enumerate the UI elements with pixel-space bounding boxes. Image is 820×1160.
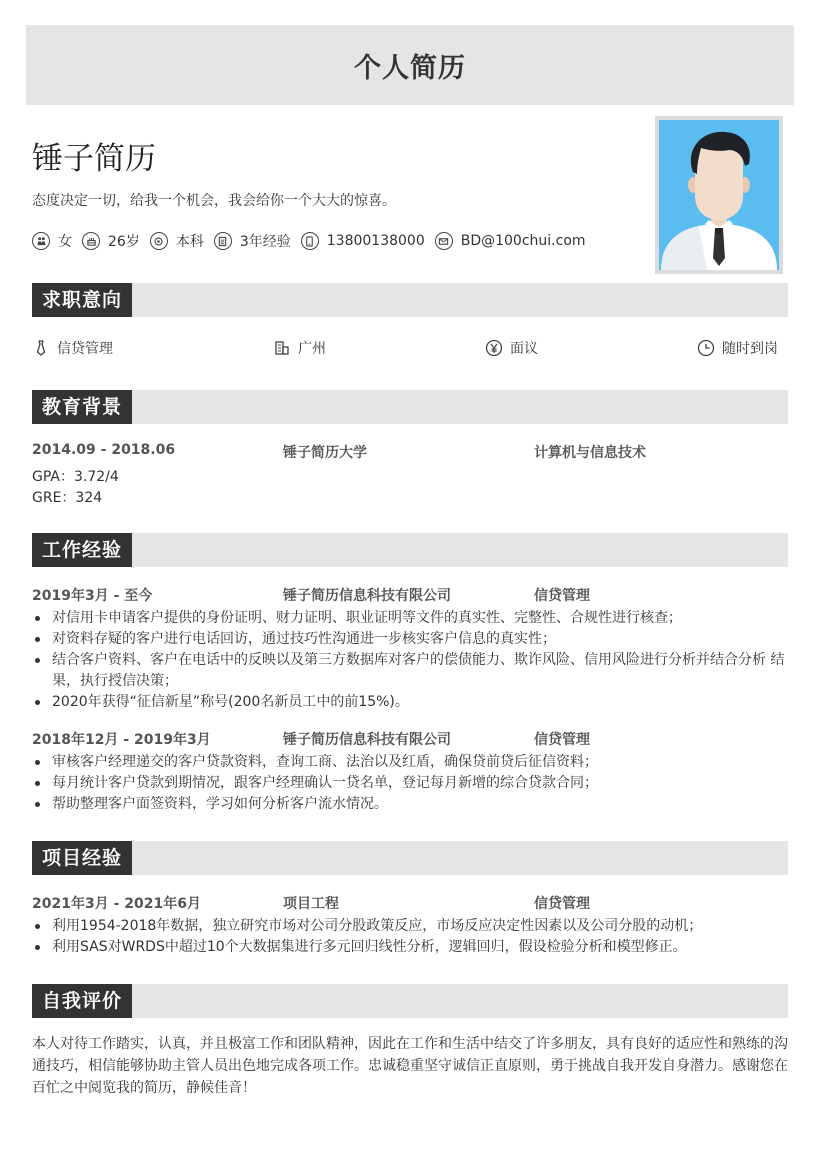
education-gpa: GPA：3.72/4	[32, 469, 119, 485]
phone-item	[301, 232, 425, 250]
degree-icon	[150, 232, 168, 250]
section-project-header	[32, 841, 788, 875]
intent-city	[273, 338, 326, 358]
gender-icon	[32, 232, 50, 250]
list-item: 利用1954-2018年数据，独立研究市场对公司分股政策反应，市场反应决定性因素以及公司分股的动机；	[32, 916, 788, 937]
intent-availability-text: 随时到岗	[722, 341, 778, 357]
phone-icon	[301, 232, 319, 250]
education-school: 锤子简历大学	[283, 445, 367, 461]
intent-city-text: 广州	[298, 341, 326, 357]
intent-salary-text: 面议	[510, 341, 538, 357]
section-intent-title: 求职意向	[32, 283, 132, 317]
work-2-company: 锤子简历信息科技有限公司	[283, 732, 451, 748]
section-intent-header	[32, 283, 788, 317]
avatar-illustration	[659, 120, 779, 270]
list-item: 利用SAS对WRDS中超过10个大数据集进行多元回归线性分析，逻辑回归，假设检验分析和模型修正。	[32, 937, 788, 958]
section-self-title: 自我评价	[32, 984, 132, 1018]
work-1-company: 锤子简历信息科技有限公司	[283, 588, 451, 604]
education-period: 2014.09 - 2018.06	[32, 442, 176, 458]
work-1-period: 2019年3月 - 至今	[32, 588, 153, 604]
email-item	[435, 232, 586, 250]
age-item	[82, 231, 140, 251]
banner-title: 个人简历	[354, 52, 466, 84]
list-item: 对资料存疑的客户进行电话回访，通过技巧性沟通进一步核实客户信息的真实性；	[32, 629, 788, 650]
yen-icon	[485, 339, 503, 357]
project-name: 项目工程	[283, 896, 339, 912]
gender-text: 女	[58, 234, 72, 250]
list-item: 结合客户资料、客户在电话中的反映以及第三方数据库对客户的偿债能力、欺诈风险、信用风险进行分析并结合分析 结果，执行授信决策；	[32, 650, 788, 692]
basic-info	[32, 231, 596, 251]
education-major: 计算机与信息技术	[534, 445, 646, 461]
intent-salary	[485, 338, 538, 358]
section-education-title: 教育背景	[32, 390, 132, 424]
section-self-header	[32, 984, 788, 1018]
list-item: 对信用卡申请客户提供的身份证明、财力证明、职业证明等文件的真实性、完整性、合规性进行核查；	[32, 608, 788, 629]
resume-banner	[26, 25, 794, 105]
self-evaluation-text: 本人对待工作踏实，认真，并且极富工作和团队精神，因此在工作和生活中结交了许多朋友，具有良好的适应性和熟练的沟通技巧，相信能够协助主管人员出色地完成各项工作。忠诚稳重坚守诚信正直原则，勇于挑战自我开发自身潜力。感谢您在百忙之中阅览我的简历，静候佳音！	[32, 1036, 788, 1096]
experience-item	[214, 231, 291, 251]
avatar-face	[695, 142, 743, 220]
work-2-duties	[32, 752, 788, 815]
list-item: 帮助整理客户面签资料，学习如何分析客户流水情况。	[32, 794, 788, 815]
gender-item	[32, 231, 72, 251]
section-work-title: 工作经验	[32, 533, 132, 567]
project-details	[32, 916, 788, 958]
list-item: 审核客户经理递交的客户贷款资料，查询工商、法治以及红盾，确保贷前贷后征信资料；	[32, 752, 788, 773]
section-education-header	[32, 390, 788, 424]
degree-item	[150, 231, 204, 251]
candidate-name: 锤子简历	[32, 141, 156, 177]
work-2-role: 信贷管理	[534, 732, 590, 748]
work-1-role: 信贷管理	[534, 588, 590, 604]
project-period: 2021年3月 - 2021年6月	[32, 896, 201, 912]
building-icon	[273, 339, 291, 357]
section-work-header	[32, 533, 788, 567]
email-text: BD@100chui.com	[460, 233, 586, 249]
cake-icon	[82, 232, 100, 250]
phone-text: 13800138000	[326, 233, 425, 249]
clock-icon	[697, 339, 715, 357]
tie-icon	[32, 339, 50, 357]
age-text: 26岁	[108, 234, 140, 250]
mail-icon	[435, 232, 453, 250]
document-icon	[214, 232, 232, 250]
list-item: 2020年获得“征信新星”称号(200名新员工中的前15%)。	[32, 692, 788, 713]
section-project-title: 项目经验	[32, 841, 132, 875]
intent-availability	[697, 338, 778, 358]
experience-text: 3年经验	[239, 234, 291, 250]
education-gre: GRE：324	[32, 490, 103, 506]
degree-text: 本科	[175, 234, 204, 250]
work-2-period: 2018年12月 - 2019年3月	[32, 732, 211, 748]
list-item: 每月统计客户贷款到期情况，跟客户经理确认一贷名单，登记每月新增的综合贷款合同；	[32, 773, 788, 794]
motto: 态度决定一切，给我一个机会，我会给你一个大大的惊喜。	[32, 193, 396, 209]
intent-position-text: 信贷管理	[57, 341, 113, 357]
intent-position	[32, 338, 113, 358]
work-1-duties	[32, 608, 788, 713]
profile-photo	[655, 116, 783, 274]
project-role: 信贷管理	[534, 896, 590, 912]
